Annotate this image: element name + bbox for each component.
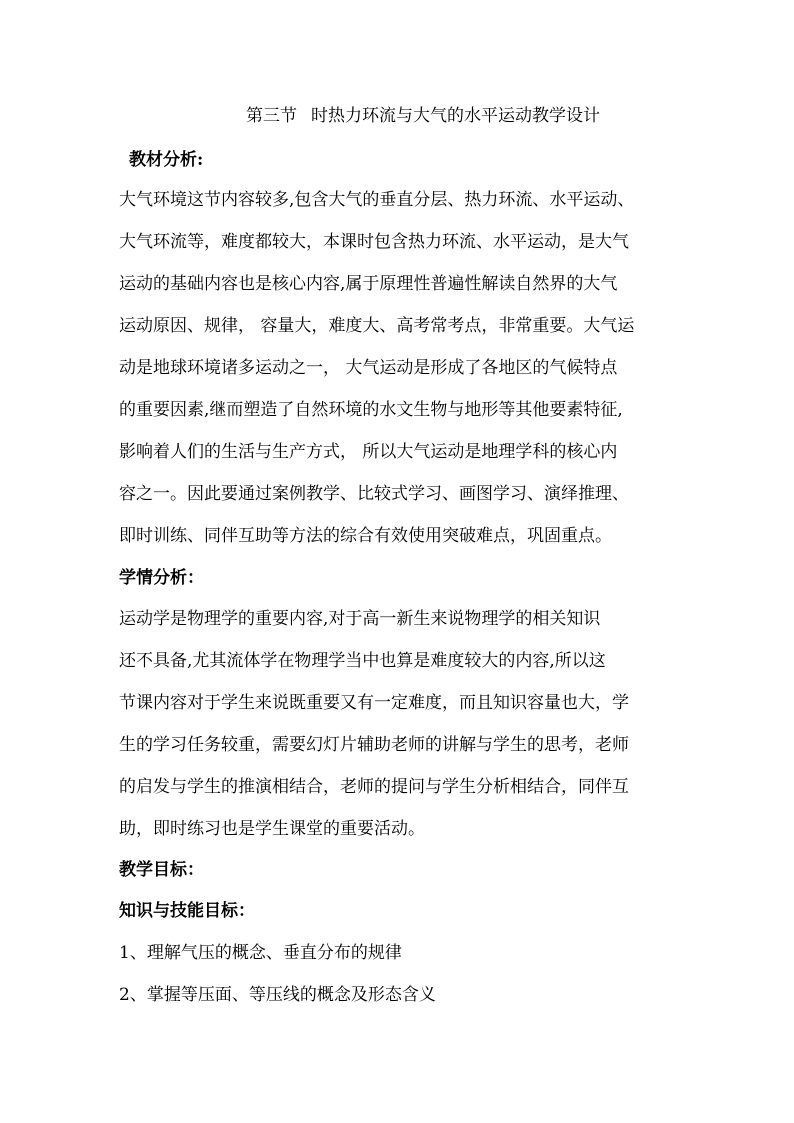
paragraph-line: 影响着人们的生活与生产方式， 所以大气运动是地理学科的核心内 bbox=[119, 442, 618, 462]
document-title bbox=[246, 104, 600, 128]
paragraph-line: 即时训练、同伴互助等方法的综合有效使用突破难点，巩固重点。 bbox=[119, 526, 612, 546]
heading-teaching-objectives: 教学目标： bbox=[119, 860, 204, 880]
objective-item: 2、掌握等压面、等压线的概念及形态含义 bbox=[119, 985, 436, 1005]
paragraph-line: 动是地球环境诸多运动之一， 大气运动是形成了各地区的气候特点 bbox=[119, 358, 618, 378]
paragraph-line: 容之一。因此要通过案例教学、比较式学习、画图学习、演绎推理、 bbox=[119, 484, 629, 504]
paragraph-line: 运动学是物理学的重要内容,对于高一新生来说物理学的相关知识 bbox=[119, 609, 601, 629]
paragraph-line: 大气环境这节内容较多,包含大气的垂直分层、热力环流、水平运动、 bbox=[119, 190, 635, 210]
title-text: 时热力环流与大气的水平运动教学设计 bbox=[311, 106, 600, 126]
heading-knowledge-skill-objectives: 知识与技能目标： bbox=[119, 901, 255, 921]
paragraph-line: 大气环流等，难度都较大，本课时包含热力环流、水平运动，是大气 bbox=[119, 232, 629, 252]
paragraph-line: 的启发与学生的推演相结合，老师的提问与学生分析相结合，同伴互 bbox=[119, 777, 629, 797]
paragraph-line: 节课内容对于学生来说既重要又有一定难度，而且知识容量也大，学 bbox=[119, 693, 629, 713]
paragraph-line: 生的学习任务较重，需要幻灯片辅助老师的讲解与学生的思考，老师 bbox=[119, 735, 629, 755]
objective-item: 1、理解气压的概念、垂直分布的规律 bbox=[119, 943, 402, 963]
paragraph-line: 助，即时练习也是学生课堂的重要活动。 bbox=[119, 819, 425, 839]
paragraph-line: 运动原因、规律， 容量大，难度大、高考常考点，非常重要。大气运 bbox=[119, 316, 635, 336]
paragraph-line: 还不具备,尤其流体学在物理学当中也算是难度较大的内容,所以这 bbox=[119, 651, 606, 671]
title-section-number: 第三节 bbox=[246, 106, 297, 126]
paragraph-line: 的重要因素,继而塑造了自然环境的水文生物与地形等其他要素特征, bbox=[119, 400, 623, 420]
paragraph-line: 运动的基础内容也是核心内容,属于原理性普遍性解读自然界的大气 bbox=[119, 274, 618, 294]
heading-textbook-analysis: 教材分析: bbox=[129, 150, 204, 170]
heading-student-analysis: 学情分析： bbox=[119, 568, 204, 588]
